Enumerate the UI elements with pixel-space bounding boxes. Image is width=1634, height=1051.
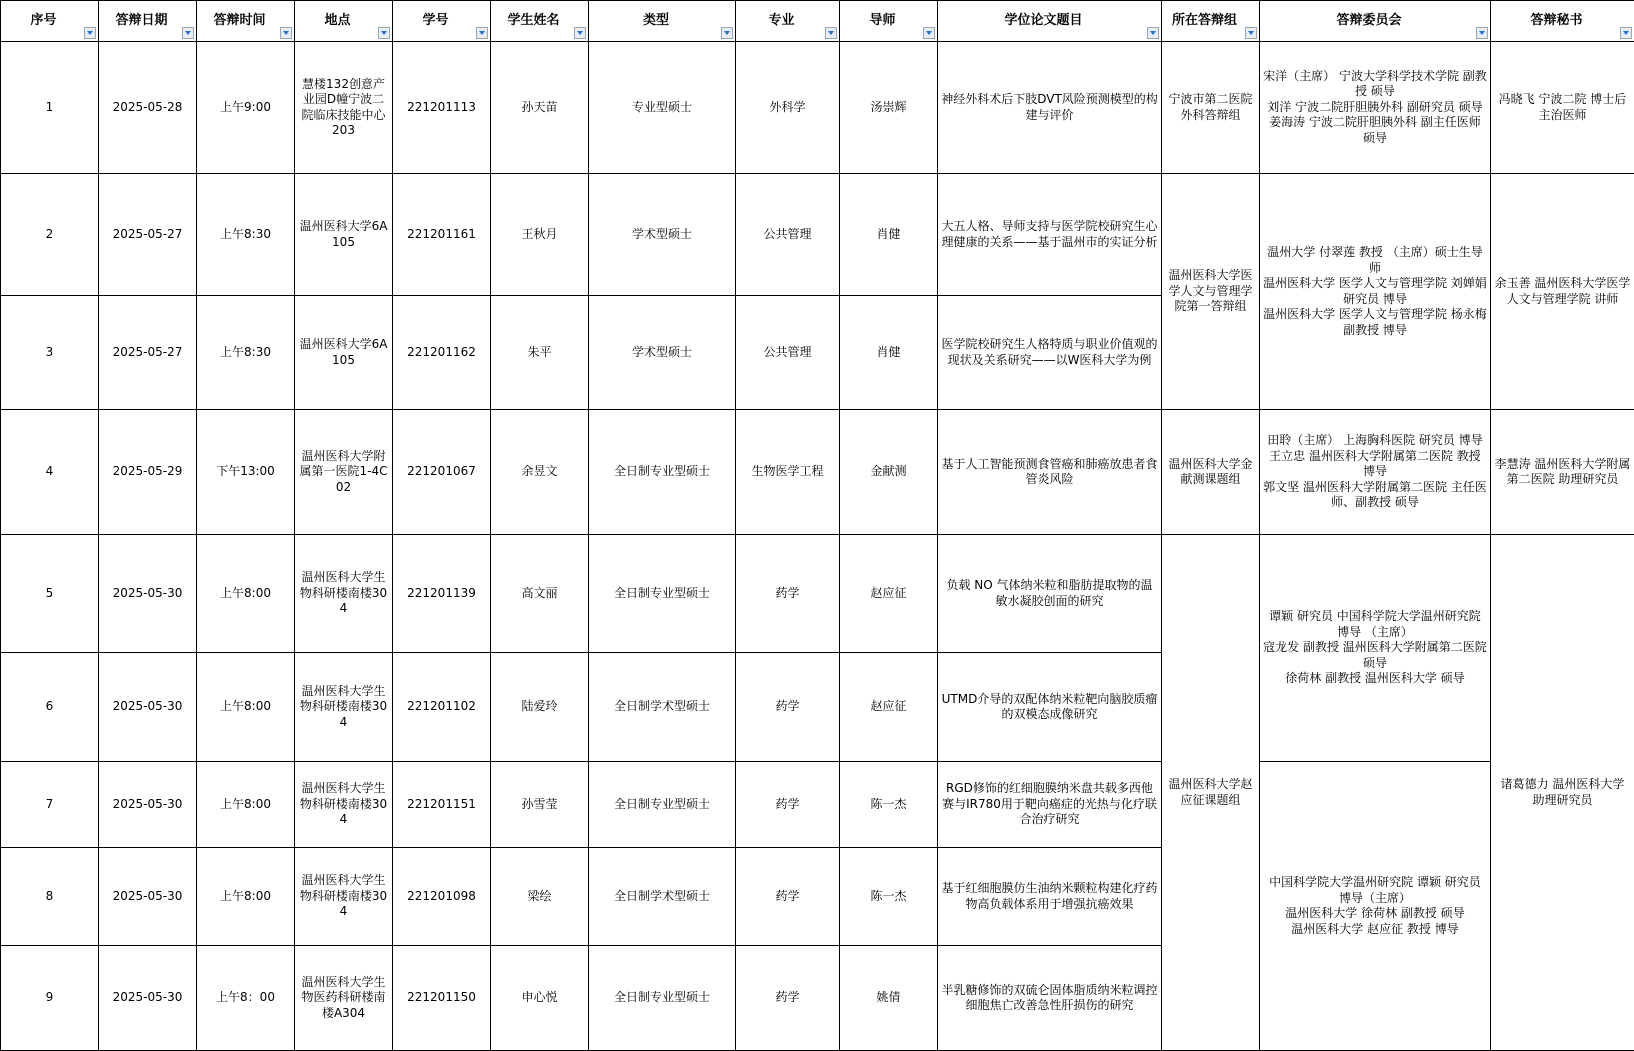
cell-advisor[interactable]: 陈一杰 — [840, 848, 938, 946]
table-row — [1, 410, 1634, 535]
cell-time[interactable]: 上午8:00 — [197, 535, 295, 653]
cell-advisor[interactable]: 赵应征 — [840, 535, 938, 653]
cell-seq[interactable]: 3 — [1, 296, 99, 410]
cell-advisor[interactable]: 肖健 — [840, 296, 938, 410]
cell-date[interactable]: 2025-05-30 — [99, 848, 197, 946]
cell-committee[interactable] — [1260, 410, 1491, 535]
cell-student-name[interactable]: 孙天苗 — [491, 42, 589, 174]
header-row — [1, 1, 1634, 42]
cell-type[interactable]: 全日制学术型硕士 — [589, 653, 736, 762]
cell-date[interactable]: 2025-05-30 — [99, 946, 197, 1051]
committee-member: 中国科学院大学温州研究院 谭颖 研究员 博导（主席） — [1269, 875, 1481, 905]
cell-place[interactable]: 温州医科大学6A105 — [295, 296, 393, 410]
cell-thesis-title[interactable]: UTMD介导的双配体纳米粒靶向脑胶质瘤的双模态成像研究 — [938, 653, 1162, 762]
cell-date[interactable]: 2025-05-30 — [99, 535, 197, 653]
col-header-type — [589, 1, 736, 42]
cell-major[interactable]: 公共管理 — [736, 296, 840, 410]
filter-dropdown-icon[interactable] — [84, 27, 96, 39]
committee-member: 温州大学 付翠莲 教授 （主席）硕士生导师 — [1267, 245, 1483, 275]
cell-student-name[interactable]: 余昱文 — [491, 410, 589, 535]
filter-dropdown-icon[interactable] — [923, 27, 935, 39]
col-header-group — [1162, 1, 1260, 42]
filter-dropdown-icon[interactable] — [182, 27, 194, 39]
cell-thesis-title[interactable]: 基于人工智能预测食管癌和肺癌放患者食管炎风险 — [938, 410, 1162, 535]
cell-group[interactable]: 温州医科大学赵应征课题组 — [1162, 535, 1260, 1051]
cell-major[interactable]: 外科学 — [736, 42, 840, 174]
cell-student-id[interactable]: 221201139 — [393, 535, 491, 653]
cell-advisor[interactable]: 陈一杰 — [840, 762, 938, 848]
cell-committee[interactable] — [1260, 762, 1491, 1051]
filter-dropdown-icon[interactable] — [1245, 27, 1257, 39]
cell-type[interactable]: 全日制专业型硕士 — [589, 535, 736, 653]
cell-student-name[interactable]: 陆爱玲 — [491, 653, 589, 762]
filter-dropdown-icon[interactable] — [280, 27, 292, 39]
cell-time[interactable]: 上午8:30 — [197, 174, 295, 296]
header-label: 答辩日期 — [115, 13, 168, 29]
cell-student-id[interactable]: 221201161 — [393, 174, 491, 296]
col-header-student-id — [393, 1, 491, 42]
col-header-committee — [1260, 1, 1491, 42]
cell-date[interactable]: 2025-05-29 — [99, 410, 197, 535]
cell-seq[interactable]: 9 — [1, 946, 99, 1051]
cell-seq[interactable]: 4 — [1, 410, 99, 535]
header-label: 序号 — [30, 13, 57, 29]
table-row — [1, 762, 1634, 848]
cell-major[interactable]: 药学 — [736, 535, 840, 653]
cell-date[interactable]: 2025-05-28 — [99, 42, 197, 174]
filter-dropdown-icon[interactable] — [1147, 27, 1159, 39]
cell-advisor[interactable]: 姚倩 — [840, 946, 938, 1051]
committee-member: 田聆（主席） 上海胸科医院 研究员 博导 — [1267, 433, 1483, 448]
cell-secretary[interactable]: 余玉善 温州医科大学医学人文与管理学院 讲师 — [1491, 174, 1634, 410]
cell-student-name[interactable]: 王秋月 — [491, 174, 589, 296]
header-label: 答辩时间 — [213, 13, 266, 29]
cell-student-id[interactable]: 221201162 — [393, 296, 491, 410]
committee-member: 姜海涛 宁波二院肝胆胰外科 副主任医师 硕导 — [1269, 115, 1481, 145]
committee-member: 郭文坚 温州医科大学附属第二医院 主任医师、副教授 硕导 — [1263, 479, 1487, 510]
cell-secretary[interactable]: 冯晓飞 宁波二院 博士后 主治医师 — [1491, 42, 1634, 174]
cell-thesis-title[interactable]: 半乳糖修饰的双硫仑固体脂质纳米粒调控细胞焦亡改善急性肝损伤的研究 — [938, 946, 1162, 1051]
cell-student-id[interactable]: 221201151 — [393, 762, 491, 848]
cell-major[interactable]: 药学 — [736, 762, 840, 848]
header-label: 学生姓名 — [507, 13, 560, 29]
cell-type[interactable]: 全日制专业型硕士 — [589, 410, 736, 535]
table-row — [1, 42, 1634, 174]
cell-time[interactable]: 上午8:00 — [197, 653, 295, 762]
cell-seq[interactable]: 1 — [1, 42, 99, 174]
cell-student-id[interactable]: 221201113 — [393, 42, 491, 174]
header-label: 专业 — [768, 13, 795, 29]
cell-thesis-title[interactable]: 基于红细胞膜仿生油纳米颗粒构建化疗药物高负载体系用于增强抗癌效果 — [938, 848, 1162, 946]
cell-major[interactable]: 药学 — [736, 653, 840, 762]
col-header-student-name — [491, 1, 589, 42]
cell-date[interactable]: 2025-05-30 — [99, 762, 197, 848]
header-label: 学位论文题目 — [1004, 13, 1083, 29]
cell-place[interactable]: 温州医科大学生物科研楼南楼304 — [295, 653, 393, 762]
cell-student-id[interactable]: 221201098 — [393, 848, 491, 946]
cell-date[interactable]: 2025-05-27 — [99, 296, 197, 410]
cell-place[interactable]: 温州医科大学生物科研楼南楼304 — [295, 848, 393, 946]
cell-group[interactable]: 宁波市第二医院外科答辩组 — [1162, 42, 1260, 174]
filter-dropdown-icon[interactable] — [1476, 27, 1488, 39]
committee-member: 谭颖 研究员 中国科学院大学温州研究院 博导 （主席） — [1269, 609, 1481, 639]
header-label: 类型 — [642, 13, 669, 29]
cell-student-name[interactable]: 申心悦 — [491, 946, 589, 1051]
table-row — [1, 174, 1634, 296]
cell-major[interactable]: 公共管理 — [736, 174, 840, 296]
cell-committee[interactable] — [1260, 174, 1491, 410]
cell-type[interactable]: 全日制专业型硕士 — [589, 762, 736, 848]
cell-thesis-title[interactable]: RGD修饰的红细胞膜纳米盘共载多西他赛与IR780用于靶向癌症的光热与化疗联合治疗研究 — [938, 762, 1162, 848]
committee-member: 温州医科大学 徐荷林 副教授 硕导 — [1285, 906, 1465, 920]
cell-student-id[interactable]: 221201150 — [393, 946, 491, 1051]
cell-place[interactable]: 温州医科大学生物科研楼南楼304 — [295, 535, 393, 653]
committee-member: 温州医科大学 医学人文与管理学院 刘婵娟 研究员 博导 — [1263, 276, 1487, 306]
cell-type[interactable]: 学术型硕士 — [589, 296, 736, 410]
cell-time[interactable]: 上午9:00 — [197, 42, 295, 174]
cell-place[interactable]: 温州医科大学6A105 — [295, 174, 393, 296]
cell-committee[interactable] — [1260, 42, 1491, 174]
cell-advisor[interactable]: 赵应征 — [840, 653, 938, 762]
filter-dropdown-icon[interactable] — [1620, 27, 1632, 39]
cell-time[interactable]: 上午8:30 — [197, 296, 295, 410]
cell-time[interactable]: 上午8:00 — [197, 762, 295, 848]
committee-member: 温州医科大学 医学人文与管理学院 杨永梅 副教授 博导 — [1263, 307, 1487, 337]
col-header-time — [197, 1, 295, 42]
cell-student-name[interactable]: 孙雪莹 — [491, 762, 589, 848]
filter-dropdown-icon[interactable] — [721, 27, 733, 39]
cell-time[interactable]: 上午8：00 — [197, 946, 295, 1051]
cell-thesis-title[interactable]: 医学院校研究生人格特质与职业价值观的现状及关系研究——以W医科大学为例 — [938, 296, 1162, 410]
table-row — [1, 535, 1634, 653]
filter-dropdown-icon[interactable] — [574, 27, 586, 39]
committee-member: 徐荷林 副教授 温州医科大学 硕导 — [1285, 671, 1465, 686]
filter-dropdown-icon[interactable] — [825, 27, 837, 39]
cell-seq[interactable]: 6 — [1, 653, 99, 762]
cell-type[interactable]: 学术型硕士 — [589, 174, 736, 296]
cell-thesis-title[interactable]: 神经外科术后下肢DVT风险预测模型的构建与评价 — [938, 42, 1162, 174]
cell-place[interactable]: 温州医科大学生物科研楼南楼304 — [295, 762, 393, 848]
committee-member: 温州医科大学 赵应征 教授 博导 — [1291, 921, 1459, 936]
cell-time[interactable]: 下午13:00 — [197, 410, 295, 535]
cell-advisor[interactable]: 肖健 — [840, 174, 938, 296]
cell-advisor[interactable]: 汤崇辉 — [840, 42, 938, 174]
cell-advisor[interactable]: 金献测 — [840, 410, 938, 535]
committee-member: 王立忠 温州医科大学附属第二医院 教授 博导 — [1269, 448, 1481, 479]
filter-dropdown-icon[interactable] — [378, 27, 390, 39]
cell-seq[interactable]: 7 — [1, 762, 99, 848]
cell-group[interactable]: 温州医科大学金献测课题组 — [1162, 410, 1260, 535]
cell-student-name[interactable]: 朱平 — [491, 296, 589, 410]
col-header-major — [736, 1, 840, 42]
cell-date[interactable]: 2025-05-30 — [99, 653, 197, 762]
cell-seq[interactable]: 8 — [1, 848, 99, 946]
committee-member: 寇龙发 副教授 温州医科大学附属第二医院 硕导 — [1263, 640, 1487, 670]
cell-thesis-title[interactable]: 大五人格、导师支持与医学院校研究生心理健康的关系——基于温州市的实证分析 — [938, 174, 1162, 296]
cell-student-name[interactable]: 高文丽 — [491, 535, 589, 653]
col-header-advisor — [840, 1, 938, 42]
header-label: 所在答辩组 — [1171, 13, 1237, 29]
cell-student-id[interactable]: 221201102 — [393, 653, 491, 762]
header-label: 答辩委员会 — [1336, 13, 1402, 29]
cell-committee[interactable] — [1260, 535, 1491, 762]
cell-group[interactable]: 温州医科大学医学人文与管理学院第一答辩组 — [1162, 174, 1260, 410]
col-header-seq — [1, 1, 99, 42]
cell-major[interactable]: 药学 — [736, 946, 840, 1051]
cell-seq[interactable]: 5 — [1, 535, 99, 653]
cell-thesis-title[interactable]: 负载 NO 气体纳米粒和脂肪提取物的温敏水凝胶创面的研究 — [938, 535, 1162, 653]
header-label: 答辩秘书 — [1530, 13, 1583, 29]
cell-type[interactable]: 全日制专业型硕士 — [589, 946, 736, 1051]
header-label: 地点 — [324, 13, 351, 29]
cell-type[interactable]: 专业型硕士 — [589, 42, 736, 174]
cell-major[interactable]: 药学 — [736, 848, 840, 946]
committee-member: 刘洋 宁波二院肝胆胰外科 副研究员 硕导 — [1267, 99, 1483, 114]
header-label: 导师 — [869, 13, 896, 29]
cell-seq[interactable]: 2 — [1, 174, 99, 296]
header-label: 学号 — [422, 13, 449, 29]
committee-member: 宋洋（主席） 宁波大学科学技术学院 副教授 硕导 — [1263, 68, 1487, 99]
col-header-date — [99, 1, 197, 42]
cell-student-name[interactable]: 梁绘 — [491, 848, 589, 946]
cell-time[interactable]: 上午8:00 — [197, 848, 295, 946]
cell-secretary[interactable]: 李慧涛 温州医科大学附属第二医院 助理研究员 — [1491, 410, 1634, 535]
filter-dropdown-icon[interactable] — [476, 27, 488, 39]
cell-place[interactable]: 温州医科大学附属第一医院1-4C02 — [295, 410, 393, 535]
cell-place[interactable]: 温州医科大学生物医药科研楼南楼A304 — [295, 946, 393, 1051]
cell-student-id[interactable]: 221201067 — [393, 410, 491, 535]
cell-type[interactable]: 全日制学术型硕士 — [589, 848, 736, 946]
cell-date[interactable]: 2025-05-27 — [99, 174, 197, 296]
col-header-thesis-title — [938, 1, 1162, 42]
cell-place[interactable]: 慧楼132创意产业园D幢宁波二院临床技能中心203 — [295, 42, 393, 174]
col-header-secretary — [1491, 1, 1634, 42]
cell-major[interactable]: 生物医学工程 — [736, 410, 840, 535]
cell-secretary[interactable]: 诸葛德力 温州医科大学 助理研究员 — [1491, 535, 1634, 1051]
col-header-place — [295, 1, 393, 42]
